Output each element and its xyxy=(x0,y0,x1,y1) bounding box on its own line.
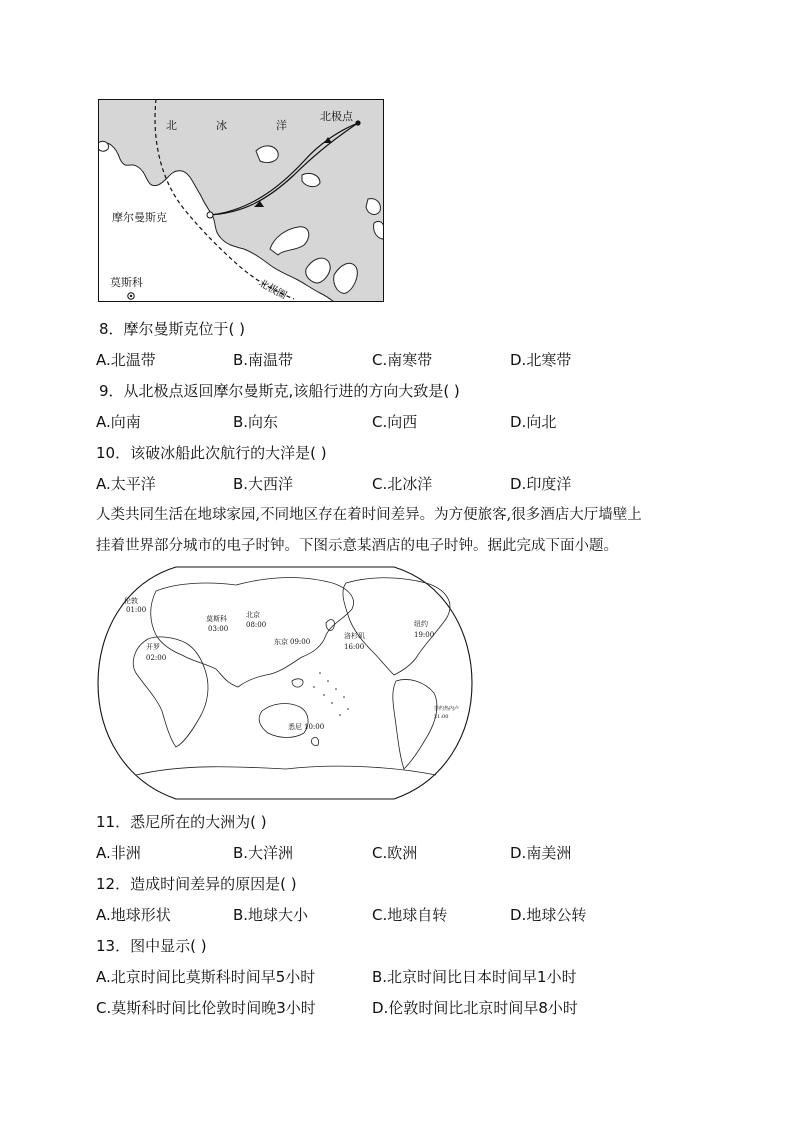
city-label-cairo: 开罗 xyxy=(146,643,160,651)
q9-option-c: C.向西 xyxy=(372,413,418,431)
city-label-rio: 里约热内卢 xyxy=(434,706,460,712)
city-label-london: 伦敦 xyxy=(124,597,138,605)
question-11-stem: 11．悉尼所在的大洲为( ) xyxy=(96,813,267,831)
map1-label-arctic-circle: 北极圈 xyxy=(256,277,289,302)
q9-option-a: A.向南 xyxy=(96,413,141,431)
city-time-rio: 21:00 xyxy=(434,714,449,720)
arctic-route-map xyxy=(98,99,384,302)
q8-option-c: C.南寒带 xyxy=(372,351,433,369)
q13-option-a: A.北京时间比莫斯科时间早5小时 xyxy=(96,968,316,986)
map1-label-yang: 洋 xyxy=(276,119,287,132)
map1-label-bing: 冰 xyxy=(216,119,227,132)
map1-label-north-pole: 北极点 xyxy=(320,110,353,123)
city-time-tokyo: 09:00 xyxy=(290,638,311,646)
q8-option-a: A.北温带 xyxy=(96,351,156,369)
q9-option-d: D.向北 xyxy=(510,413,557,431)
murmansk-marker xyxy=(207,212,213,218)
q12-option-d: D.地球公转 xyxy=(510,906,587,924)
city-time-beijing: 08:00 xyxy=(246,621,267,629)
city-label-los-angeles: 洛杉矶 xyxy=(344,632,365,640)
question-9-stem: 9．从北极点返回摩尔曼斯克,该船行进的方向大致是( ) xyxy=(99,382,460,400)
q9-option-b: B.向东 xyxy=(233,413,279,431)
q10-option-d: D.印度洋 xyxy=(510,475,572,493)
q11-option-d: D.南美洲 xyxy=(510,844,572,862)
city-time-new-york: 19:00 xyxy=(414,631,435,639)
city-label-moscow: 莫斯科 xyxy=(206,615,227,623)
q13-option-c: C.莫斯科时间比伦敦时间晚3小时 xyxy=(96,999,316,1017)
north-pole-dot xyxy=(355,120,360,125)
q12-option-c: C.地球自转 xyxy=(372,906,448,924)
q8-option-b: B.南温带 xyxy=(233,351,294,369)
q10-option-a: A.太平洋 xyxy=(96,475,156,493)
q12-option-b: B.地球大小 xyxy=(233,906,309,924)
q13-option-d: D.伦敦时间比北京时间早8小时 xyxy=(372,999,578,1017)
q10-option-c: C.北冰洋 xyxy=(372,475,433,493)
q13-option-b: B.北京时间比日本时间早1小时 xyxy=(372,968,577,986)
map1-label-moscow: 莫斯科 xyxy=(110,276,143,289)
world-map-frame xyxy=(98,567,472,799)
city-time-sydney: 10:00 xyxy=(304,723,325,731)
map1-label-murmansk: 摩尔曼斯克 xyxy=(112,211,167,224)
city-time-moscow: 03:00 xyxy=(208,625,229,633)
city-label-tokyo: 东京 xyxy=(274,638,288,646)
question-12-stem: 12．造成时间差异的原因是( ) xyxy=(96,875,297,893)
city-label-sydney: 悉尼 xyxy=(288,723,302,731)
question-10-stem: 10．该破冰船此次航行的大洋是( ) xyxy=(96,444,327,462)
question-8-stem: 8．摩尔曼斯克位于( ) xyxy=(99,320,246,338)
world-clock-map xyxy=(96,563,474,803)
question-13-stem: 13．图中显示( ) xyxy=(96,937,207,955)
intro-line-1: 人类共同生活在地球家园,不同地区存在着时间差异。为方便旅客,很多酒店大厅墙壁上 xyxy=(96,507,642,523)
city-time-london: 01:00 xyxy=(126,606,147,614)
q11-option-b: B.大洋洲 xyxy=(233,844,294,862)
city-time-cairo: 02:00 xyxy=(146,654,167,662)
intro-line-2: 挂着世界部分城市的电子时钟。下图示意某酒店的电子时钟。据此完成下面小题。 xyxy=(96,538,618,554)
city-label-beijing: 北京 xyxy=(246,611,260,619)
q11-option-a: A.非洲 xyxy=(96,844,141,862)
q12-option-a: A.地球形状 xyxy=(96,906,171,924)
map1-label-bei: 北 xyxy=(166,119,177,132)
q10-option-b: B.大西洋 xyxy=(233,475,294,493)
q8-option-d: D.北寒带 xyxy=(510,351,572,369)
city-label-new-york: 纽约 xyxy=(414,620,428,628)
city-time-los-angeles: 16:00 xyxy=(344,643,365,651)
q11-option-c: C.欧洲 xyxy=(372,844,418,862)
